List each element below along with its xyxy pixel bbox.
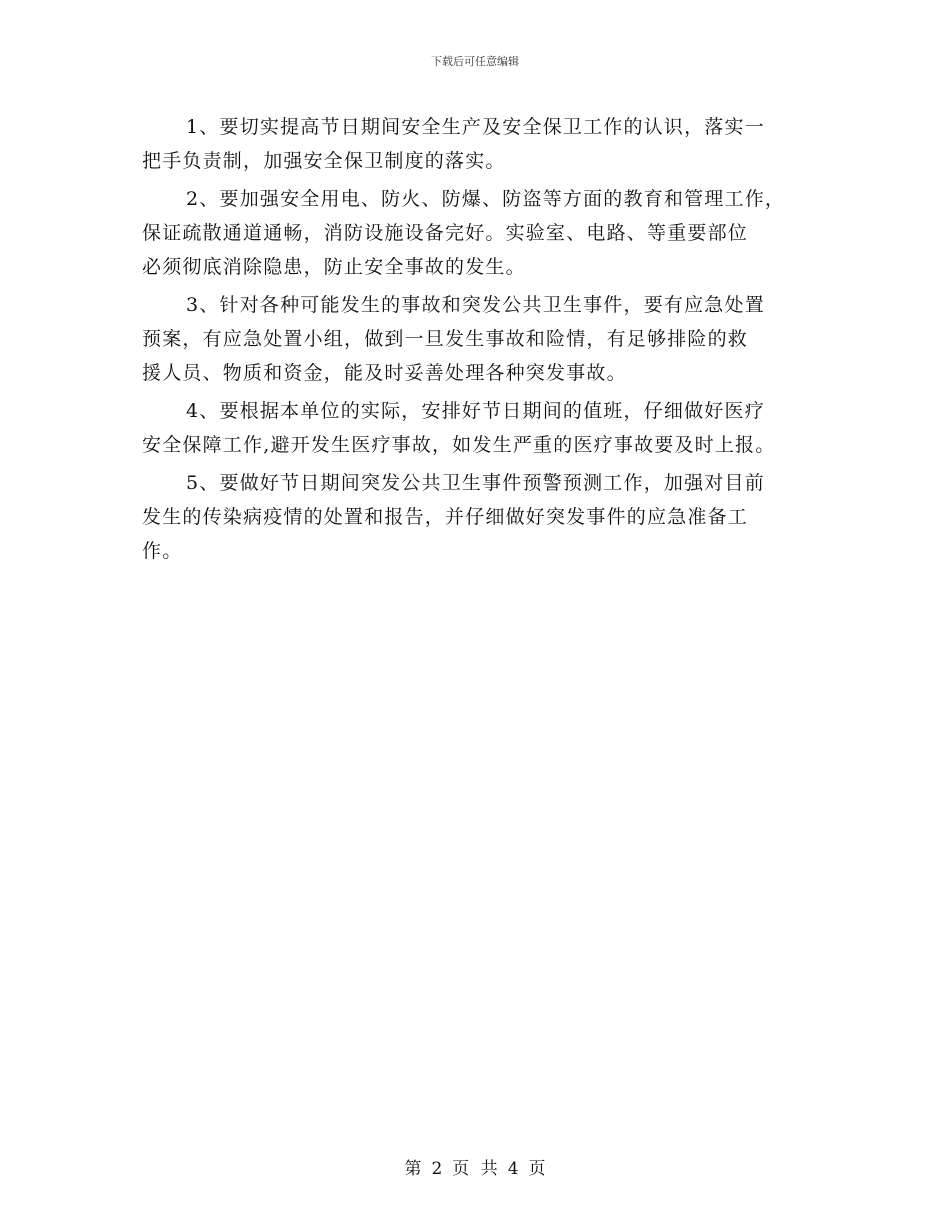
paragraph-line: 作。	[142, 540, 183, 562]
paragraph-1	[142, 110, 814, 178]
paragraph-line: 1、要切实提高节日期间安全生产及安全保卫工作的认识，落实一	[186, 116, 765, 138]
paragraph-line: 必须彻底消除隐患，防止安全事故的发生。	[142, 256, 526, 278]
header-note: 下载后可任意编辑	[431, 55, 519, 68]
paragraph-2	[142, 182, 814, 284]
paragraph-line: 安全保障工作,避开发生医疗事故，如发生严重的医疗事故要及时上报。	[142, 434, 776, 456]
paragraph-line: 保证疏散通道通畅，消防设施设备完好。实验室、电路、等重要部位	[142, 222, 749, 244]
page-number-footer	[0, 1154, 950, 1179]
footer-suffix: 页	[528, 1159, 546, 1179]
paragraph-line: 援人员、物质和资金，能及时妥善处理各种突发事故。	[142, 362, 627, 384]
paragraph-line: 把手负责制，加强安全保卫制度的落实。	[142, 150, 506, 172]
paragraph-line: 4、要根据本单位的实际，安排好节日期间的值班，仔细做好医疗	[186, 400, 765, 422]
paragraph-line: 3、针对各种可能发生的事故和突发公共卫生事件，要有应急处置	[186, 294, 765, 316]
paragraph-line: 2、要加强安全用电、防火、防爆、防盗等方面的教育和管理工作，	[186, 188, 786, 210]
paragraph-4	[142, 394, 814, 462]
footer-prefix: 第	[404, 1159, 422, 1179]
document-body	[142, 110, 814, 572]
footer-middle: 页 共	[452, 1159, 498, 1179]
paragraph-3	[142, 288, 814, 390]
paragraph-line: 发生的传染病疫情的处置和报告，并仔细做好突发事件的应急准备工	[142, 506, 749, 528]
paragraph-5	[142, 466, 814, 568]
total-pages-number: 4	[507, 1159, 519, 1179]
paragraph-line: 5、要做好节日期间突发公共卫生事件预警预测工作，加强对目前	[186, 472, 765, 494]
paragraph-line: 预案，有应急处置小组，做到一旦发生事故和险情，有足够排险的救	[142, 328, 749, 350]
current-page-number: 2	[431, 1159, 443, 1179]
